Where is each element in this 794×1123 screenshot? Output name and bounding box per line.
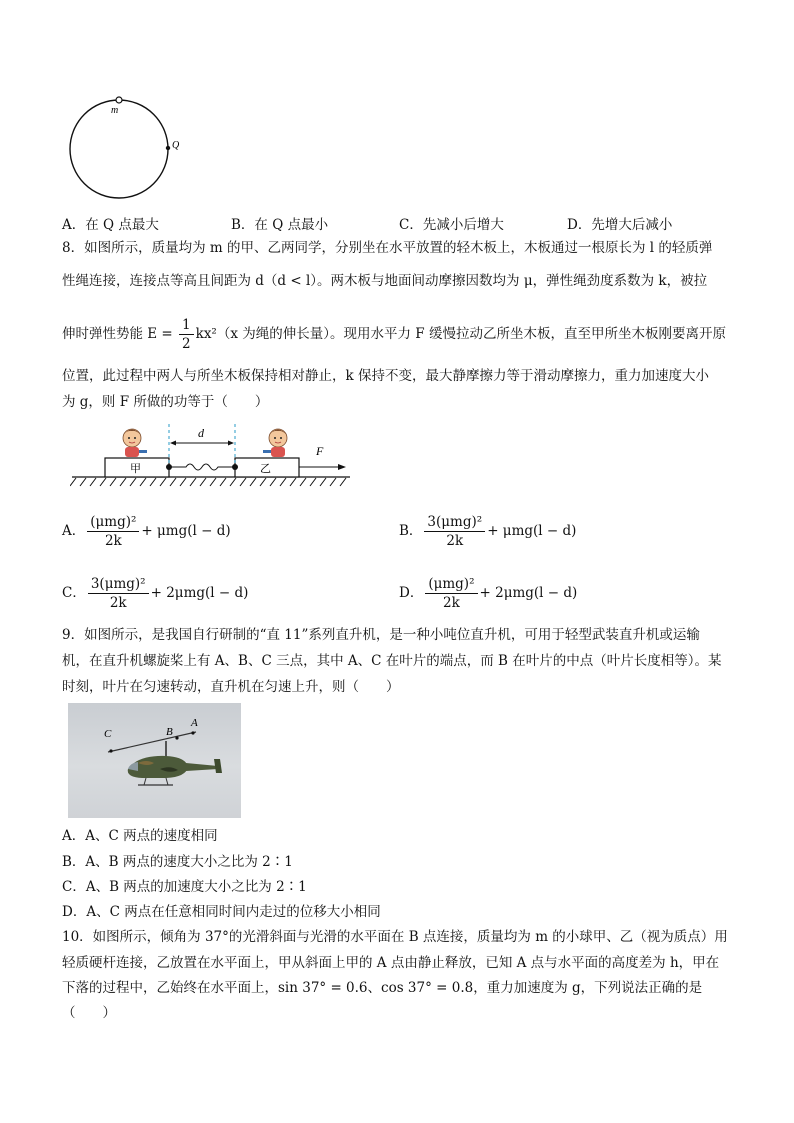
q7-option-a: A．在 Q 点最大 [62, 217, 159, 233]
q9-option-b: B．A、B 两点的速度大小之比为 2∶1 [62, 854, 293, 870]
q10-line-2: 轻质硬杆连接，乙放置在水平面上，甲从斜面上甲的 A 点由静止释放，已知 A 点与水平面的高度差为 h，甲在 [62, 955, 720, 971]
q8-option-b-num: 3(μmg)² [424, 513, 485, 532]
half-num: 1 [179, 316, 194, 335]
q8-line-3 [62, 314, 726, 354]
label-yi: 乙 [260, 462, 271, 475]
label-m: m [111, 105, 119, 116]
helicopter-illustration [68, 703, 241, 818]
point-a [191, 731, 194, 734]
label-jia: 甲 [130, 462, 141, 475]
rotor-blade [108, 732, 196, 752]
person-yi-icon [263, 429, 287, 457]
q8-option-c-num: 3(μmg)² [88, 575, 149, 594]
q9-line-2: 机，在直升机螺旋桨上有 A、B、C 三点，其中 A、C 在叶片的端点，而 B 在叶片的中点（叶片长度相等）。某 [62, 653, 722, 669]
q9-option-a: A．A、C 两点的速度相同 [62, 828, 218, 844]
q8-option-d [399, 574, 577, 612]
q10-line-1: 10．如图所示，倾角为 37°的光滑斜面与光滑的水平面在 B 点连接，质量均为 m 的小球甲、乙（视为质点）用 [62, 929, 728, 945]
q10-line-3: 下落的过程中，乙始终在水平面上，sin 37° = 0.6、cos 37° = 0.8，重力加速度为 g，下列说法正确的是 [62, 980, 703, 996]
helicopter-photo [68, 703, 241, 818]
q8-option-d-tail: + 2μmg(l − d) [479, 585, 578, 601]
q8-option-c-tail: + 2μmg(l − d) [150, 585, 249, 601]
q8-option-a-num: (μmg)² [87, 513, 139, 532]
label-d: d [198, 426, 204, 440]
q8-line-1: 8．如图所示，质量均为 m 的甲、乙两同学，分别坐在水平放置的轻木板上，木板通过一根原长为 l 的轻质弹 [62, 240, 713, 256]
q8-option-b [399, 512, 576, 550]
q9-option-c: C．A、B 两点的加速度大小之比为 2∶1 [62, 879, 307, 895]
label-b: B [166, 726, 173, 738]
point-m [116, 97, 122, 103]
q10-line-4: （ ） [62, 1005, 116, 1021]
q8-option-c-den: 2k [109, 595, 127, 611]
q8-line-5: 为 g，则 F 所做的功等于（ ） [62, 394, 269, 410]
q8-option-c [62, 574, 248, 612]
q8-line-3-pre: 伸时弹性势能 E = [62, 326, 178, 342]
q8-option-b-label: B． [399, 523, 423, 539]
half-den: 2 [182, 336, 191, 352]
q8-option-c-frac [88, 575, 149, 612]
tail-fin [214, 759, 222, 773]
q8-option-b-frac [424, 513, 485, 550]
half-fraction [179, 316, 194, 353]
q8-line-3-post: kx²（x 为绳的伸长量）。现用水平力 F 缓慢拉动乙所坐木板，直至甲所坐木板刚要离开原 [195, 326, 726, 342]
q8-option-b-den: 2k [446, 533, 464, 549]
q8-option-d-frac [425, 575, 477, 612]
q8-board-figure [70, 422, 355, 492]
person-jia-icon [123, 429, 147, 457]
q7-circle-figure [60, 90, 200, 205]
label-q: Q [172, 140, 180, 151]
elastic-cord [169, 464, 235, 470]
ground-hatch [70, 478, 346, 486]
point-c [109, 749, 112, 752]
q8-option-a-label: A． [62, 523, 86, 539]
label-c: C [104, 728, 112, 740]
skid-strut-1 [144, 778, 146, 785]
q8-option-a [62, 512, 231, 550]
q9-line-3: 时刻，叶片在匀速转动，直升机在匀速上升，则（ ） [62, 679, 400, 695]
point-b [175, 736, 178, 739]
q9-line-1: 9．如图所示，是我国自行研制的“直 11”系列直升机，是一种小吨位直升机，可用于轻型武装直升机或运输 [62, 627, 700, 643]
q8-line-4: 位置，此过程中两人与所坐木板保持相对静止，k 保持不变，最大静摩擦力等于滑动摩擦力，重力加速度大小 [62, 368, 709, 384]
q8-option-c-label: C． [62, 585, 86, 601]
q8-option-a-den: 2k [104, 533, 122, 549]
q8-option-b-tail: + μmg(l − d) [487, 523, 577, 539]
q8-option-a-tail: + μmg(l − d) [141, 523, 231, 539]
q7-option-c: C．先减小后增大 [399, 217, 504, 233]
label-f: F [316, 444, 324, 458]
circle-path [70, 100, 168, 198]
label-a: A [191, 717, 198, 729]
q7-option-b: B．在 Q 点最小 [231, 217, 329, 233]
tail-boom [186, 763, 218, 771]
d-arrow-left-head [170, 441, 176, 446]
q7-option-d: D．先增大后减小 [567, 217, 673, 233]
q8-option-d-num: (μmg)² [425, 575, 477, 594]
skid-strut-2 [166, 778, 168, 785]
force-arrow-head [338, 464, 346, 470]
q8-line-2: 性绳连接，连接点等高且间距为 d（d < l）。两木板与地面间动摩擦因数均为 μ，弹性绳劲度系数为 k，被拉 [62, 273, 708, 289]
q9-option-d: D．A、C 两点在任意相同时间内走过的位移大小相同 [62, 904, 381, 920]
q8-option-a-frac [87, 513, 139, 550]
q8-option-d-label: D． [399, 585, 424, 601]
point-q [166, 146, 170, 150]
q8-option-d-den: 2k [443, 595, 460, 611]
d-arrow-right-head [228, 441, 234, 446]
